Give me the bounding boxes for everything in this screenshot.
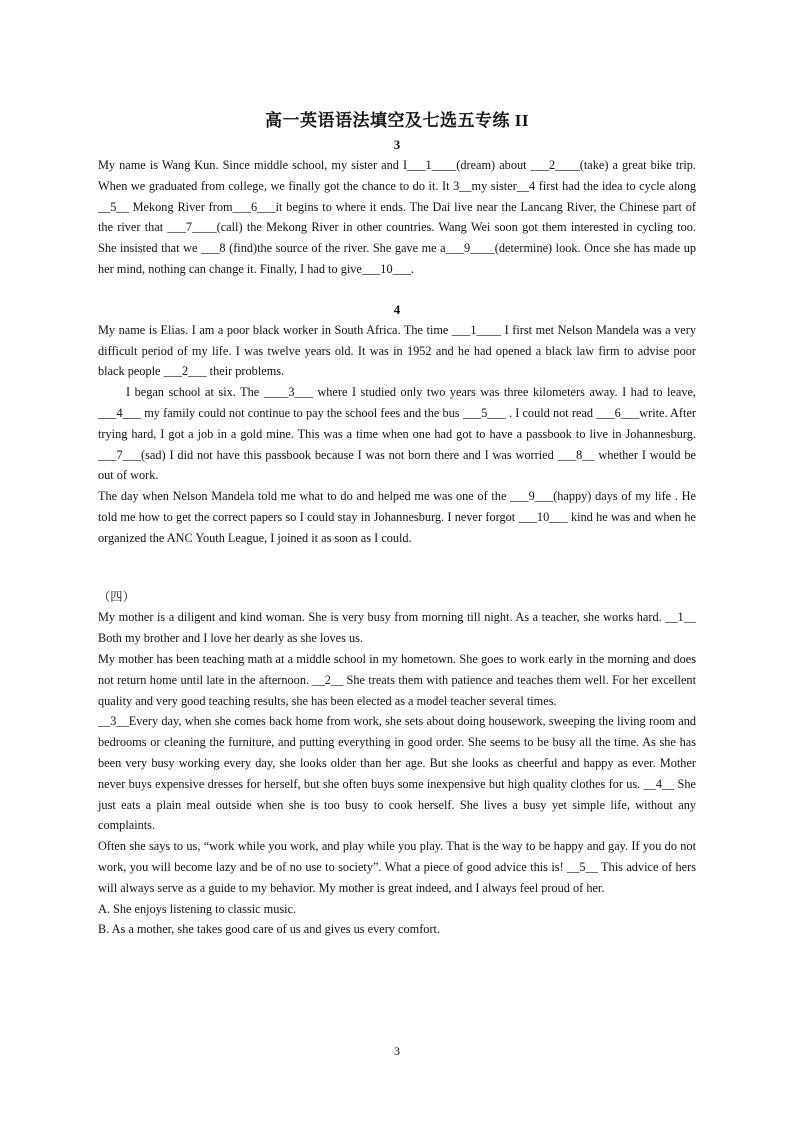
section-four-paragraph-1: My mother is a diligent and kind woman. She is very busy from morning till night. As a teacher, she works hard. __1__ Both my brother and I love her dearly as she loves us. [98, 610, 696, 646]
passage-3-text: My name is Wang Kun. Since middle school, my sister and I___1____(dream) about ___2____(take) a great bike trip. When we graduated from college, we finally got the chance to do it. It 3__my sister__4 first had the idea to cycle along __5__ Mekong River from___6___it begins to where it ends. The Dai live near the Lancang River, the Chinese part of the river that ___7____(call) the Mekong River in other countries. Wang Wei soon got them interested in cycling too. She insisted that we ___8 (find)the source of the river. She gave me a___9____(determine) look. Once she has made up her mind, nothing can change it. Finally, I had to give___10___. [98, 158, 696, 276]
page-number: 3 [394, 1044, 400, 1058]
passage-4-paragraph-2: I began school at six. The ____3___ where I studied only two years was three kilometers away. I had to leave, ___4___ my family could not continue to pay the school fees and the bus ___5___ . I could not read ___6___write. After trying hard, I got a job in a gold mine. This was a time when one had got to have a passbook to live in Johannesburg. ___7___(sad) I did not have this passbook because I was not born there and I was worried ___8__ whether I would be out of work. [98, 385, 696, 483]
passage-3-number: 3 [393, 137, 401, 152]
section-four-heading: （四） [98, 589, 135, 604]
passage-4-number: 4 [393, 301, 401, 317]
passage-4-paragraph-3: The day when Nelson Mandela told me what to do and helped me was one of the ___9___(happy) days of my life . He told me how to get the correct papers so I could stay in Johannesburg. I never forgot ___10___ kind he was and when he organized the ANC Youth League, I joined it as soon as I could. [98, 489, 696, 545]
spacer [98, 280, 696, 300]
section-four-paragraph-4: Often she says to us, “work while you work, and play while you play. That is the way to be happy and gay. If you do not work, you will become lazy and be of no use to society”. What a piece of good advice this is! __5__ This advice of hers will always serve as a guide to my behavior. My mother is great indeed, and I always feel proud of her. [98, 839, 696, 895]
section-four-paragraph-3: __3__Every day, when she comes back home from work, she sets about doing housework, sweeping the living room and bedrooms or cleaning the furniture, and putting everything in good order. She seems to be busy all the time. As she has been very busy working every day, she looks older than her age. But she looks as cheerful and happy as ever. Mother never buys expensive dresses for herself, but she often buys some inexpensive but high quality clothes for us. __4__ She just eats a plain meal outside when she is too busy to cook herself. She lives a busy yet simple life, without any complaints. [98, 714, 696, 833]
document-page [98, 106, 696, 940]
option-b: B. As a mother, she takes good care of us and gives us every comfort. [98, 922, 441, 937]
spacer [98, 549, 696, 587]
document-title: 高一英语语法填空及七选五专练 II [265, 111, 529, 130]
passage-4-paragraph-1: My name is Elias. I am a poor black worker in South Africa. The time ___1____ I first met Nelson Mandela was a very difficult period of my life. I was twelve years old. It was in 1952 and he had opened a black law firm to advise poor black people ___2___ their problems. [98, 322, 696, 379]
option-a: A. She enjoys listening to classic music. [98, 901, 297, 916]
section-four-paragraph-2: My mother has been teaching math at a middle school in my hometown. She goes to work early in the morning and does not return home until late in the afternoon. __2__ She treats them with patience and teaches them well. For her excellent quality and very good teaching results, she has been elected as a model teacher several times. [98, 651, 696, 708]
